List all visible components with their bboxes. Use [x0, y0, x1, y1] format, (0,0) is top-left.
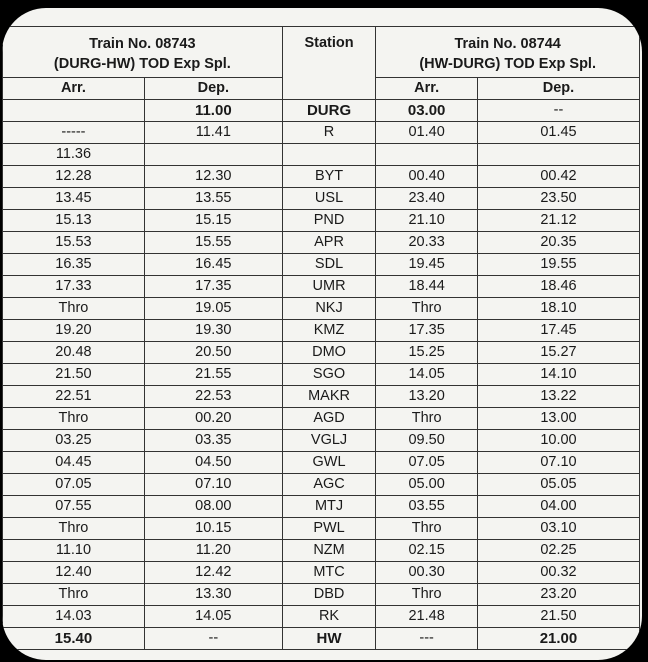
- table-row: [3, 540, 640, 562]
- down-dep-cell: --: [144, 628, 282, 650]
- down-arr-cell: 07.05: [3, 474, 145, 496]
- table-row: [3, 364, 640, 386]
- table-row: [3, 100, 640, 122]
- up-arr-cell: [376, 144, 478, 166]
- up-dep-cell: 19.55: [477, 254, 639, 276]
- table-row: [3, 210, 640, 232]
- down-arr-cell: 11.10: [3, 540, 145, 562]
- station-cell: KMZ: [282, 320, 376, 342]
- up-dep-cell: 18.10: [477, 298, 639, 320]
- up-dep-cell: 21.50: [477, 606, 639, 628]
- up-dep-cell: 20.35: [477, 232, 639, 254]
- up-dep-cell: 05.05: [477, 474, 639, 496]
- station-cell: AGC: [282, 474, 376, 496]
- down-dep-label: Dep.: [144, 78, 282, 100]
- up-arr-cell: Thro: [376, 298, 478, 320]
- table-row: [3, 320, 640, 342]
- down-arr-cell: [3, 100, 145, 122]
- down-dep-cell: 11.20: [144, 540, 282, 562]
- up-dep-cell: 21.00: [477, 628, 639, 650]
- station-cell: HW: [282, 628, 376, 650]
- station-cell: PND: [282, 210, 376, 232]
- station-cell: BYT: [282, 166, 376, 188]
- up-dep-cell: 04.00: [477, 496, 639, 518]
- station-cell: MAKR: [282, 386, 376, 408]
- table-row: [3, 408, 640, 430]
- station-cell: [282, 144, 376, 166]
- table-row: [3, 606, 640, 628]
- station-cell: SDL: [282, 254, 376, 276]
- up-arr-cell: 03.00: [376, 100, 478, 122]
- down-arr-cell: Thro: [3, 518, 145, 540]
- table-row: [3, 562, 640, 584]
- up-arr-cell: 18.44: [376, 276, 478, 298]
- up-dep-cell: 23.20: [477, 584, 639, 606]
- down-arr-cell: 15.13: [3, 210, 145, 232]
- station-cell: PWL: [282, 518, 376, 540]
- timetable: [2, 26, 640, 650]
- down-dep-cell: 17.35: [144, 276, 282, 298]
- station-cell: MTC: [282, 562, 376, 584]
- up-dep-cell: 13.22: [477, 386, 639, 408]
- table-row: [3, 122, 640, 144]
- table-row: [3, 518, 640, 540]
- station-cell: VGLJ: [282, 430, 376, 452]
- down-dep-cell: 14.05: [144, 606, 282, 628]
- up-arr-cell: 03.55: [376, 496, 478, 518]
- station-cell: AGD: [282, 408, 376, 430]
- down-dep-cell: 08.00: [144, 496, 282, 518]
- up-dep-cell: 17.45: [477, 320, 639, 342]
- table-row: [3, 386, 640, 408]
- down-dep-cell: 12.30: [144, 166, 282, 188]
- down-dep-cell: 11.00: [144, 100, 282, 122]
- down-dep-cell: 13.55: [144, 188, 282, 210]
- down-arr-cell: 17.33: [3, 276, 145, 298]
- down-dep-cell: 13.30: [144, 584, 282, 606]
- table-row: [3, 628, 640, 650]
- down-dep-cell: 16.45: [144, 254, 282, 276]
- station-cell: GWL: [282, 452, 376, 474]
- table-row: [3, 430, 640, 452]
- down-dep-cell: 11.41: [144, 122, 282, 144]
- table-row: [3, 254, 640, 276]
- table-row: [3, 298, 640, 320]
- up-arr-cell: 13.20: [376, 386, 478, 408]
- down-dep-cell: 22.53: [144, 386, 282, 408]
- station-cell: APR: [282, 232, 376, 254]
- station-cell: NKJ: [282, 298, 376, 320]
- down-dep-cell: 15.15: [144, 210, 282, 232]
- up-dep-cell: 15.27: [477, 342, 639, 364]
- down-dep-cell: 00.20: [144, 408, 282, 430]
- up-arr-cell: 23.40: [376, 188, 478, 210]
- up-dep-label: Dep.: [477, 78, 639, 100]
- station-cell: USL: [282, 188, 376, 210]
- up-arr-cell: 15.25: [376, 342, 478, 364]
- up-train-header: [376, 27, 640, 78]
- down-arr-cell: 15.40: [3, 628, 145, 650]
- table-row: [3, 496, 640, 518]
- down-dep-cell: 07.10: [144, 474, 282, 496]
- table-row: [3, 232, 640, 254]
- station-cell: MTJ: [282, 496, 376, 518]
- up-arr-cell: 21.10: [376, 210, 478, 232]
- up-dep-cell: 00.32: [477, 562, 639, 584]
- down-train-name: (DURG-HW) TOD Exp Spl.: [53, 56, 231, 72]
- timetable-body: [3, 100, 640, 650]
- station-cell: R: [282, 122, 376, 144]
- up-arr-cell: 05.00: [376, 474, 478, 496]
- table-row: [3, 276, 640, 298]
- up-train-name: (HW-DURG) TOD Exp Spl.: [419, 56, 596, 72]
- down-train-header: [3, 27, 283, 78]
- up-dep-cell: 01.45: [477, 122, 639, 144]
- down-arr-cell: 07.55: [3, 496, 145, 518]
- down-arr-cell: 20.48: [3, 342, 145, 364]
- station-cell: DBD: [282, 584, 376, 606]
- down-arr-label: Arr.: [3, 78, 145, 100]
- down-dep-cell: 04.50: [144, 452, 282, 474]
- up-arr-cell: 19.45: [376, 254, 478, 276]
- up-dep-cell: 14.10: [477, 364, 639, 386]
- up-arr-cell: 09.50: [376, 430, 478, 452]
- up-train-title: Train No. 08744: [454, 36, 561, 52]
- station-cell: NZM: [282, 540, 376, 562]
- station-cell: UMR: [282, 276, 376, 298]
- up-arr-cell: 21.48: [376, 606, 478, 628]
- up-dep-cell: 07.10: [477, 452, 639, 474]
- up-dep-cell: 03.10: [477, 518, 639, 540]
- down-arr-cell: Thro: [3, 298, 145, 320]
- down-arr-cell: 12.40: [3, 562, 145, 584]
- down-arr-cell: 11.36: [3, 144, 145, 166]
- header-row: [3, 27, 640, 78]
- up-arr-cell: 17.35: [376, 320, 478, 342]
- up-arr-cell: 20.33: [376, 232, 478, 254]
- down-arr-cell: 22.51: [3, 386, 145, 408]
- down-dep-cell: [144, 144, 282, 166]
- down-arr-cell: 14.03: [3, 606, 145, 628]
- up-dep-cell: 13.00: [477, 408, 639, 430]
- down-dep-cell: 10.15: [144, 518, 282, 540]
- up-arr-cell: Thro: [376, 518, 478, 540]
- down-dep-cell: 15.55: [144, 232, 282, 254]
- down-dep-cell: 12.42: [144, 562, 282, 584]
- down-dep-cell: 19.05: [144, 298, 282, 320]
- up-arr-cell: Thro: [376, 584, 478, 606]
- down-arr-cell: 19.20: [3, 320, 145, 342]
- up-arr-cell: 07.05: [376, 452, 478, 474]
- up-arr-cell: 00.30: [376, 562, 478, 584]
- up-arr-cell: 00.40: [376, 166, 478, 188]
- up-arr-cell: ---: [376, 628, 478, 650]
- down-dep-cell: 21.55: [144, 364, 282, 386]
- up-dep-cell: 21.12: [477, 210, 639, 232]
- down-arr-cell: Thro: [3, 408, 145, 430]
- up-arr-cell: 02.15: [376, 540, 478, 562]
- table-row: [3, 166, 640, 188]
- up-arr-cell: 01.40: [376, 122, 478, 144]
- table-row: [3, 144, 640, 166]
- down-arr-cell: 21.50: [3, 364, 145, 386]
- timetable-sheet: [2, 8, 642, 660]
- down-arr-cell: 03.25: [3, 430, 145, 452]
- table-row: [3, 474, 640, 496]
- down-dep-cell: 03.35: [144, 430, 282, 452]
- down-arr-cell: 15.53: [3, 232, 145, 254]
- up-dep-cell: 10.00: [477, 430, 639, 452]
- up-dep-cell: 02.25: [477, 540, 639, 562]
- table-row: [3, 188, 640, 210]
- down-arr-cell: 04.45: [3, 452, 145, 474]
- station-cell: RK: [282, 606, 376, 628]
- up-dep-cell: [477, 144, 639, 166]
- down-arr-cell: 16.35: [3, 254, 145, 276]
- down-dep-cell: 19.30: [144, 320, 282, 342]
- table-row: [3, 452, 640, 474]
- up-arr-cell: 14.05: [376, 364, 478, 386]
- station-header: Station: [282, 27, 376, 100]
- station-cell: DMO: [282, 342, 376, 364]
- down-arr-cell: -----: [3, 122, 145, 144]
- up-dep-cell: 18.46: [477, 276, 639, 298]
- up-dep-cell: --: [477, 100, 639, 122]
- up-dep-cell: 00.42: [477, 166, 639, 188]
- table-row: [3, 342, 640, 364]
- up-arr-label: Arr.: [376, 78, 478, 100]
- down-arr-cell: 12.28: [3, 166, 145, 188]
- down-dep-cell: 20.50: [144, 342, 282, 364]
- down-arr-cell: Thro: [3, 584, 145, 606]
- station-cell: DURG: [282, 100, 376, 122]
- station-cell: SGO: [282, 364, 376, 386]
- table-row: [3, 584, 640, 606]
- down-arr-cell: 13.45: [3, 188, 145, 210]
- up-arr-cell: Thro: [376, 408, 478, 430]
- up-dep-cell: 23.50: [477, 188, 639, 210]
- down-train-title: Train No. 08743: [89, 36, 196, 52]
